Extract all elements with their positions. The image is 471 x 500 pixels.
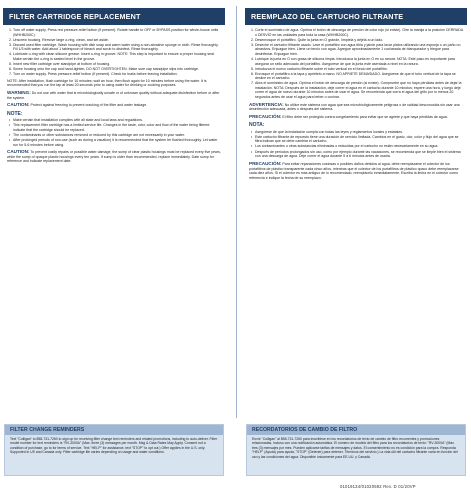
caution-sump [249,161,463,180]
reminders-text: Text "Culligan" to 858-731-7260 to sign up for receiving filter change text reminders and related promotions, including to auto-deliver. Filter model number for text reminders is "RV-3000A" (Max. three (3) messages per month. Msg & Data Rates May Apply. Consent not a condition of purchase, go to for terms of service. Text "HELP" for assistance, text "STOP" to opt out.) Offer applies in the U.S. only. Supported in US and Canada only. Filter cartridge life varies depending on usage and water conditions. [10,437,218,455]
reminders-title: FILTER CHANGE REMINDERS [5,425,223,435]
note-heading: NOTE: [7,110,23,117]
note-item: • The contaminants or other substances removed or reduced by this cartridge are not necessarily in your water. [13,133,221,138]
warning-paragraph [249,102,463,112]
note-item: • Asegúrese de que la instalación cumpla con todas las leyes y reglamentos locales y estatales. [255,130,463,135]
note-item: • After prolonged periods of non-use (such as during a vacation) it is recommended that the system be flushed thoroughly. Let water run for 5-6 minutes before using. [13,138,221,147]
step-item: 6. Enrosque el portafiltro a la tapa y apriételo a mano. NO APRIETE DEMASIADO. Asegúrese de que el tubo vertical de la tapa se deslice en el cartucho. [255,72,463,81]
english-title: FILTER CARTRIDGE REPLACEMENT [3,8,225,25]
caution-text: Para evitar reparaciones costosas o posibles daños debidos al agua, debe reemplazarse el colector de los portafiltros de plástico transparente cada cinco años, mientras que el colector de los portafiltros de plástico opaco debe reemplazarse cada diez años. Si el colector es más antiguo de lo recomendado, reemplácelo inmediatamente. Escriba la fecha en el colector como referencia e indique la fecha de su reemplazo. [249,161,459,180]
caution-freezing [7,102,221,108]
caution-label: PRECAUCIÓN: [249,113,282,119]
warning-label: WARNING: [7,89,31,95]
recordatorios-title: RECORDATORIOS DE CAMBIO DE FILTRO [247,425,465,435]
step-item: 6. Screw housing onto the cap and hand-tighten. DO NOT OVERTIGHTEN. Make sure cap standpipe slips into cartridge. [13,67,221,72]
step-item: 5. Insert new filter cartridge over standpipe at bottom of housing. [13,62,221,67]
step-item: 3. Discard used filter cartridge. Wash housing with dish soap and warm water using a non-abrasive sponge or cloth. Rinse thoroughly. Fill 1/3 with water. Add about 1 tablespoon of bleach and scrub to disinfect. Rinse thoroughly. [13,43,221,52]
column-divider [236,6,237,418]
recordatorios-text: Envíe "Culligan" al 858-731-7260 para inscribirse en los recordatorios de texto de cambio de filtro recurrentes y promociones relacionadas, incluso con una notificación automática. El número de modelo del filtro para los recordatorios de texto: "RV-3000A" (Max. tres (3) mensajes por mes. Pueden aplicarse tarifas de mensajes y datos. El consentimiento no es condición para la compra. Responda "HELP" (Ayuda) para ayuda, "STOP" (Detener) para detener. Términos del servicio.) La vida útil del cartucho filtrante varía en función del uso y las condiciones del agua. Disponible únicamente para EE.UU. y Canadá. [252,437,458,459]
warning-label: ADVERTENCIA: [249,101,284,107]
spanish-body [245,25,467,180]
flush-note: NOTE: After installation, flush cartridge for 10 minutes; wait an hour, then flush again for 10 minutes before using the water. It is recommended that you run the tap at least 20 seconds prior to using water for drinking or cooking purposes. [7,78,207,88]
step-item: 2. Desenrosque el portafiltro. Quite la junta en O grande, límpiela y déjela a un lado. [255,38,463,43]
caution-text: To prevent costly repairs or possible water damage, the sump of clear plastic housings must be replaced every five years, while the sump of opaque plastic housings every ten years. If sump is older than recommended, replace immediately. Date sump for reference and indicate replacement date. [7,150,221,164]
step-item: 1. Corte el suministro de agua. Oprima el botón de descarga de presión de color rojo (si existe). Gire la manija a la posición CERRADA o DESVÍO en las unidades para toda la casa (WHHB200C). [255,28,463,37]
note-item: • Después de períodos prolongados sin uso, como por ejemplo durante las vacaciones, se recomienda que se limpie bien el sistema con una descarga de agua. Deje correr el agua durante 5 a 6 minutos antes de usarla. [255,150,463,159]
english-notes [7,118,221,147]
recordatorios-box [246,424,466,476]
part-number: 01019134/01020592 Rev. D 01/20VP [340,484,416,489]
step-item: 4. Lubrique la junta en O con grasa de silicona limpia. Introduzca la junta en O en su ranura. NOTA: Este paso es importante para asegurar un sello adecuado del portafiltro. Asegúrese de que la junta esté asentada a nivel en la ranura. [255,57,463,66]
filter-reminders-box [4,424,224,476]
step-item: 2. Unscrew housing. Remove large o-ring, clean, and set aside. [13,38,221,43]
spanish-notes [249,130,463,159]
caution-text: Protect against freezing to prevent cracking of the filter and water leakage. [30,103,148,108]
note-item: • Los contaminantes u otras substancias eliminadas o reducidas por el cartucho no están necesariamente en su agua. [255,144,463,149]
step-item: 1. Turn off water supply. Press red pressure-relief button (if present). Rotate handle to OFF or BYPASS position for whole-house units (WHHB200C). [13,28,221,37]
caution-sump [7,149,221,164]
spanish-column [245,0,467,182]
step-item: 4. Lubricate o-ring with clean silicone grease. Insert o-ring in groove. NOTE: This step is important to ensure a proper housing seal. Make certain the o-ring is seated level in the groove. [13,52,221,61]
step-item: 7. Abra el suministro de agua. Oprima el botón de descarga de presión (si existe). Compruebe que no haya pérdidas antes de dejar la instalación. NOTA: Después de la instalación, deje correr el agua en el cartucho durante 10 minutos; espere una hora, y luego deje correr el agua de nuevo durante 10 minutos antes de usar el agua. Se recomienda que corra el agua del grifo por lo menos 20 segundos antes de usar el agua para beber o cocinar. [255,81,463,99]
spanish-title: REEMPLAZO DEL CARTUCHO FILTRANTE [245,8,467,25]
caution-text: El filtro debe ser protegido contra congelamiento para evitar que se agriete y que haya pérdidas de agua. [282,114,448,119]
english-body [3,25,225,164]
note-item: • Make certain that installation complies with all state and local laws and regulations. [13,118,221,123]
english-steps [7,28,221,77]
note-item: • This replacement filter cartridge has a limited service life. Changes in the taste, odor, color and flow of the water being filtered indicate that the cartridge should be replaced. [13,123,221,132]
caution-freezing [249,114,463,120]
warning-text: Do not use with water that is microbiologically unsafe or of unknown quality without adequate disinfection before or after the system. [7,90,220,100]
spanish-steps [249,28,463,100]
step-item: 7. Turn on water supply. Press pressure-relief button (if present). Check for leaks before leaving installation. [13,72,221,77]
warning-text: No utilice este sistema con agua que sea microbiológicamente peligrosa o de calidad desconocida sin usar una desinfección adecuada, antes o después del sistema. [249,102,460,112]
step-item: 3. Deseche el cartucho filtrante usado. Lave el portafiltro con agua tibia y jabón para lavar platos utilizando una esponja o un paño no abrasivos. Enjuague bien. Llene un tercio con agua. Agregue aproximadamente 1 cucharada de blanqueador y friegue para desinfectar. Enjuague bien. [255,43,463,57]
english-column [3,0,225,166]
warning-paragraph [7,90,221,100]
step-item: 5. Introduzca el nuevo cartucho filtrante sobre el tubo vertical en el fondo del portafiltro. [255,67,463,72]
caution-label: CAUTION: [7,149,30,155]
caution-label: CAUTION: [7,102,30,108]
note-item: • Este cartucho filtrante de repuesto tiene una duración de servicio limitada. Cambios en el gusto, olor, color y flujo del agua que se filtra indican que se debe cambiar el cartucho. [255,135,463,144]
note-heading: NOTA: [249,122,265,129]
caution-label: PRECAUCIÓN: [249,160,282,166]
